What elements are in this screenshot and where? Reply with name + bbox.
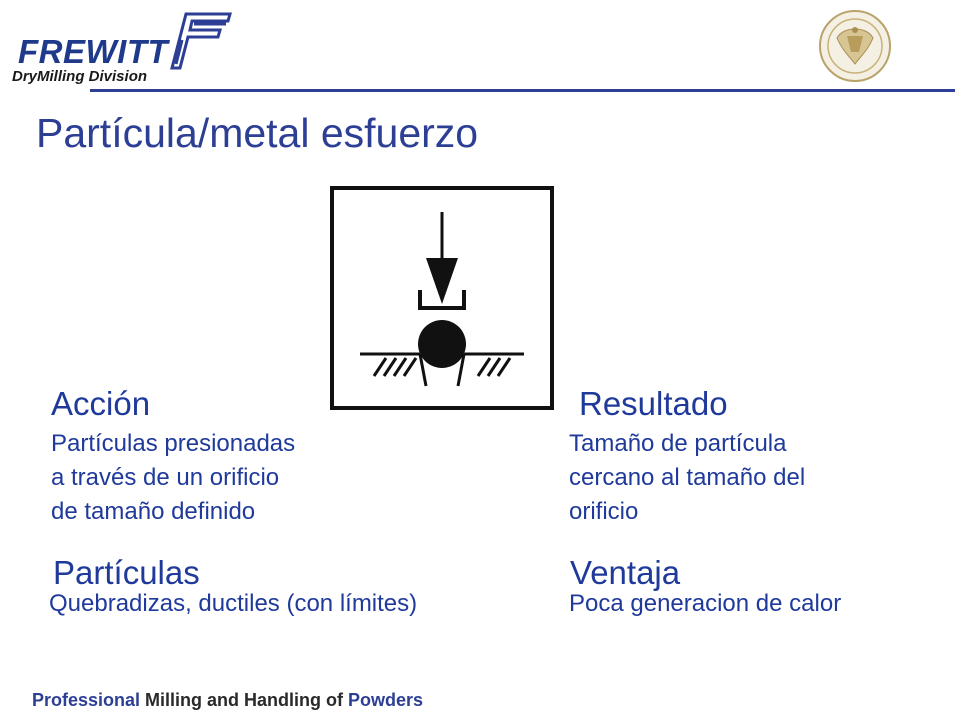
resultado-heading: Resultado: [579, 385, 728, 422]
footer-part-2: Milling and Handling of: [140, 690, 349, 710]
accion-line-1: Partículas presionadas: [51, 430, 296, 457]
header-divider: [90, 89, 955, 92]
resultado-line-2: cercano al tamaño del: [569, 464, 806, 491]
accion-heading: Acción: [51, 385, 151, 422]
accion-line-3: de tamaño definido: [51, 498, 256, 525]
footer-part-1: Professional: [32, 690, 141, 710]
particulas-line-1: Quebradizas, ductiles (con límites): [49, 590, 418, 617]
frewitt-logo-subtitle: DryMilling Division: [12, 68, 148, 85]
accion-line-2: a través de un orificio: [51, 464, 280, 491]
footer-tagline: [32, 690, 423, 711]
frewitt-logo-text: FREWITT: [18, 33, 169, 70]
slide-title: Partícula/metal esfuerzo: [36, 110, 479, 156]
university-seal-icon: [817, 8, 893, 84]
footer-part-3: Powders: [348, 690, 424, 710]
resultado-line-1: Tamaño de partícula: [569, 430, 787, 457]
resultado-line-3: orificio: [569, 498, 639, 525]
ventaja-heading: Ventaja: [570, 554, 681, 591]
ventaja-line-1: Poca generacion de calor: [569, 590, 842, 617]
frewitt-f-logo-icon: [168, 10, 234, 70]
particulas-heading: Partículas: [53, 554, 200, 591]
particle-press-diagram-icon: [330, 186, 554, 410]
